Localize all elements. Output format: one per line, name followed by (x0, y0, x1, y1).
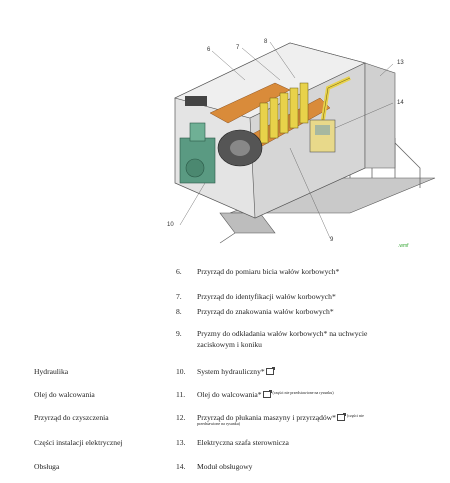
item-number: 14. (176, 462, 186, 471)
item-text: zaciskowym i koniku (197, 340, 262, 349)
item-text-label: System hydrauliczny* (197, 367, 265, 376)
item-category: Obsługa (34, 462, 60, 471)
item-note: (części nie (346, 413, 364, 418)
callout-9: 9 (330, 237, 334, 243)
callout-7: 7 (236, 45, 240, 51)
file-format-label: .wmf (398, 243, 409, 249)
item-text: Przyrząd do identyfikacji wałów korbowych* (197, 292, 336, 301)
item-number: 7. (176, 292, 182, 301)
callout-6: 6 (207, 47, 211, 53)
external-link-icon (266, 368, 274, 375)
item-number: 10. (176, 367, 186, 376)
external-link-icon (263, 391, 271, 398)
item-text (197, 367, 437, 377)
item-text-label: Przyrząd do płukania maszyny i przyrządów* (197, 413, 336, 422)
callout-10: 10 (167, 222, 174, 228)
external-link-icon (337, 414, 345, 421)
item-category: Olej do walcowania (34, 390, 95, 399)
item-text (197, 390, 437, 400)
item-note: (części nie przedstawione na rysunku) (272, 390, 334, 395)
item-category: Hydraulika (34, 367, 69, 376)
item-number: 6. (176, 267, 182, 276)
callout-14: 14 (397, 100, 404, 106)
item-number: 8. (176, 307, 182, 316)
item-text: Elektryczna szafa sterownicza (197, 438, 289, 447)
item-note: przedstawione na rysunku) (197, 421, 241, 426)
item-text: Pryzmy do odkładania wałów korbowych* na uchwycie (197, 329, 368, 338)
item-text-label: Olej do walcowania* (197, 390, 262, 399)
callout-8: 8 (264, 39, 268, 45)
callout-13: 13 (397, 60, 404, 66)
item-category: Części instalacji elektrycznej (34, 438, 123, 447)
item-category: Przyrząd do czyszczenia (34, 413, 109, 422)
item-number: 9. (176, 329, 182, 338)
item-number: 11. (176, 390, 186, 399)
item-text: Przyrząd do pomiaru bicia wałów korbowych* (197, 267, 340, 276)
item-number: 13. (176, 438, 186, 447)
item-number: 12. (176, 413, 186, 422)
item-text: Moduł obsługowy (197, 462, 253, 471)
item-text: Przyrząd do znakowania wałów korbowych* (197, 307, 334, 316)
